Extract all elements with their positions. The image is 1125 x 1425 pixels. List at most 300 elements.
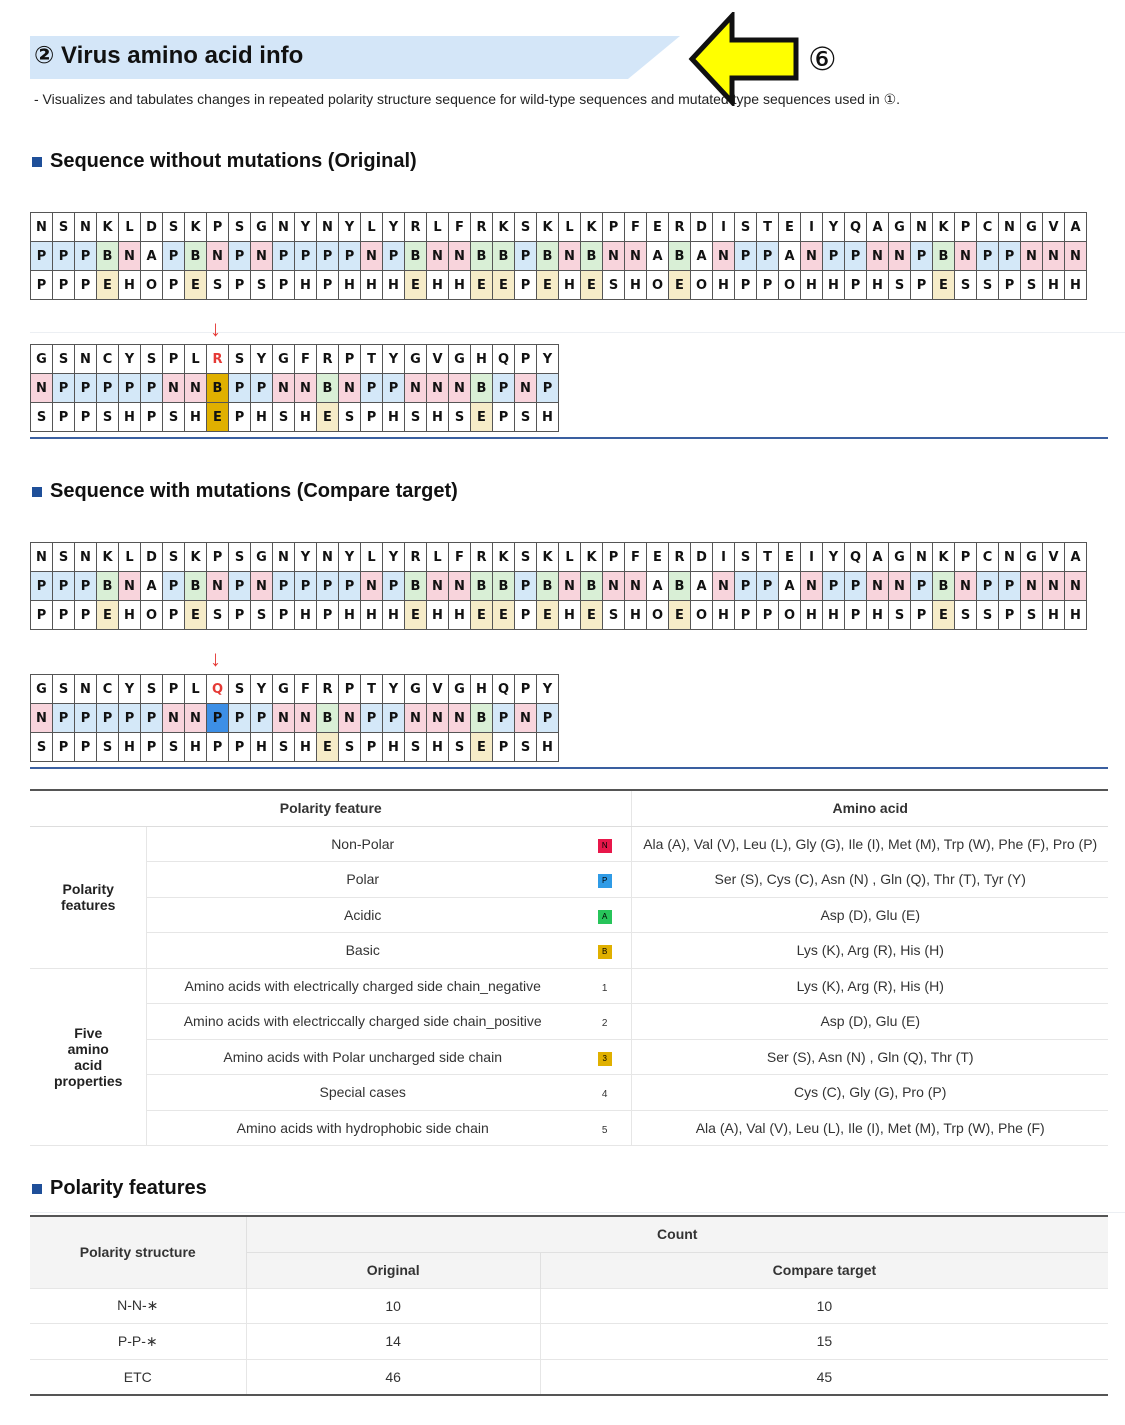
sequence-cell: S (31, 733, 53, 762)
sequence-cell: D (691, 543, 713, 572)
sequence-cell: H (427, 601, 449, 630)
sequence-cell: S (603, 601, 625, 630)
sequence-cell: H (119, 601, 141, 630)
sequence-cell: N (515, 374, 537, 403)
sequence-cell: N (75, 543, 97, 572)
sequence-cell: K (581, 543, 603, 572)
sequence-row (31, 675, 559, 704)
sequence-cell: S (251, 601, 273, 630)
sequence-cell: P (207, 704, 229, 733)
section-original-heading (32, 150, 417, 173)
sequence-cell: H (713, 601, 735, 630)
th-count: Count (246, 1216, 1108, 1252)
sequence-cell: P (977, 572, 999, 601)
section-polarity-heading (32, 1177, 207, 1200)
marker-cell (578, 862, 632, 898)
sequence-cell: E (779, 213, 801, 242)
sequence-cell: P (317, 271, 339, 300)
sequence-cell: S (53, 543, 75, 572)
sequence-cell: G (273, 345, 295, 374)
sequence-cell: P (53, 572, 75, 601)
sequence-cell: N (713, 242, 735, 271)
sequence-cell: Q (845, 213, 867, 242)
sequence-cell: E (493, 271, 515, 300)
page-description: - Visualizes and tabulates changes in repeated polarity structure sequence for wild-type sequences and mutated type sequences used in ①. (34, 91, 901, 107)
sequence-cell: S (141, 675, 163, 704)
sequence-cell: N (625, 242, 647, 271)
sequence-cell: S (141, 345, 163, 374)
table-row (30, 933, 1108, 969)
sequence-cell: P (75, 704, 97, 733)
sequence-cell: P (361, 374, 383, 403)
sequence-cell: K (185, 543, 207, 572)
sequence-row (31, 403, 559, 432)
sequence-cell: N (31, 543, 53, 572)
section-original-title: Sequence without mutations (Original) (50, 150, 417, 172)
sequence-cell: P (75, 572, 97, 601)
sequence-cell: N (449, 242, 471, 271)
sequence-cell: N (427, 704, 449, 733)
sequence-cell: V (427, 675, 449, 704)
sequence-cell: N (273, 543, 295, 572)
sequence-cell: L (427, 213, 449, 242)
sequence-cell: P (53, 601, 75, 630)
sequence-cell: B (207, 374, 229, 403)
sequence-cell: A (691, 572, 713, 601)
sequence-cell: N (251, 572, 273, 601)
sequence-cell: V (427, 345, 449, 374)
marker-cell (578, 1110, 632, 1146)
sequence-cell: P (999, 242, 1021, 271)
sequence-cell: H (383, 271, 405, 300)
sequence-cell: C (97, 345, 119, 374)
sequence-cell: P (141, 733, 163, 762)
sequence-cell: N (427, 572, 449, 601)
sequence-cell: A (779, 242, 801, 271)
sequence-cell: S (515, 543, 537, 572)
sequence-cell: H (713, 271, 735, 300)
sequence-cell: N (119, 242, 141, 271)
sequence-cell: B (471, 242, 493, 271)
sequence-cell: S (97, 403, 119, 432)
sequence-cell: Y (383, 543, 405, 572)
sequence-cell: N (889, 242, 911, 271)
sequence-cell: E (669, 271, 691, 300)
table-row (30, 1324, 1108, 1360)
sequence-cell: P (273, 242, 295, 271)
sequence-cell: N (427, 374, 449, 403)
sequence-cell: H (185, 403, 207, 432)
sequence-cell: K (493, 543, 515, 572)
sequence-cell: A (141, 572, 163, 601)
sequence-cell: B (581, 572, 603, 601)
sequence-cell: L (559, 543, 581, 572)
sequence-cell: Y (383, 345, 405, 374)
sequence-cell: S (229, 213, 251, 242)
th-original: Original (246, 1252, 540, 1288)
sequence-cell: N (603, 242, 625, 271)
marker-swatch: P (598, 874, 612, 888)
sequence-cell: H (361, 271, 383, 300)
sequence-cell: N (1043, 242, 1065, 271)
sequence-cell: H (361, 601, 383, 630)
sequence-cell: P (31, 572, 53, 601)
marker-swatch: 2 (601, 1018, 608, 1030)
group-label: Five amino acid properties (30, 968, 147, 1146)
sequence-cell: B (537, 572, 559, 601)
sequence-cell: H (1043, 601, 1065, 630)
sequence-cell: H (625, 601, 647, 630)
feature-cell: Amino acids with Polar uncharged side chain (147, 1039, 578, 1075)
sequence-cell: P (207, 733, 229, 762)
sequence-cell: P (31, 271, 53, 300)
sequence-cell: C (977, 213, 999, 242)
th-polarity-structure: Polarity structure (30, 1216, 246, 1288)
sequence-cell: H (559, 601, 581, 630)
sequence-cell: P (163, 572, 185, 601)
sequence-cell: B (317, 704, 339, 733)
sequence-cell: S (889, 271, 911, 300)
sequence-cell: N (339, 704, 361, 733)
sequence-cell: S (163, 403, 185, 432)
sequence-cell: P (141, 374, 163, 403)
sequence-cell: H (295, 403, 317, 432)
divider-faint (30, 332, 1125, 333)
sequence-cell: P (229, 601, 251, 630)
sequence-cell: P (53, 271, 75, 300)
sequence-cell: P (295, 242, 317, 271)
sequence-cell: R (317, 345, 339, 374)
sequence-cell: E (581, 601, 603, 630)
sequence-row (31, 733, 559, 762)
sequence-cell: H (801, 601, 823, 630)
sequence-cell: N (889, 572, 911, 601)
sequence-cell: P (163, 601, 185, 630)
marker-swatch: N (598, 839, 612, 853)
sequence-cell: F (449, 213, 471, 242)
sequence-cell: N (603, 572, 625, 601)
sequence-cell: H (449, 601, 471, 630)
sequence-cell: P (493, 733, 515, 762)
sequence-cell: P (53, 242, 75, 271)
sequence-cell: N (405, 704, 427, 733)
sequence-cell: Y (537, 345, 559, 374)
sequence-cell: N (999, 543, 1021, 572)
feature-cell: Amino acids with electrically charged side chain_negative (147, 968, 578, 1004)
sequence-cell: R (471, 213, 493, 242)
sequence-cell: H (383, 733, 405, 762)
sequence-cell: E (647, 213, 669, 242)
sequence-cell: D (141, 543, 163, 572)
sequence-cell: N (119, 572, 141, 601)
sequence-cell: O (141, 601, 163, 630)
sequence-cell: D (691, 213, 713, 242)
sequence-cell: K (185, 213, 207, 242)
sequence-cell: P (911, 242, 933, 271)
sequence-cell: P (757, 271, 779, 300)
sequence-cell: B (669, 572, 691, 601)
sequence-cell: E (493, 601, 515, 630)
sequence-cell: T (757, 543, 779, 572)
sequence-cell: P (383, 374, 405, 403)
sequence-cell: G (889, 543, 911, 572)
sequence-cell: S (405, 733, 427, 762)
marker-swatch: A (598, 910, 612, 924)
sequence-cell: P (75, 242, 97, 271)
sequence-cell: N (1065, 242, 1087, 271)
sequence-cell: H (537, 733, 559, 762)
sequence-cell: G (251, 543, 273, 572)
table-row (30, 1110, 1108, 1146)
sequence-cell: O (691, 271, 713, 300)
sequence-cell: F (295, 345, 317, 374)
sequence-cell: Y (339, 543, 361, 572)
sequence-cell: S (207, 271, 229, 300)
marker-swatch: 5 (601, 1124, 608, 1136)
marker-swatch: 1 (601, 982, 608, 994)
sequence-cell: P (515, 345, 537, 374)
sequence-cell: H (295, 271, 317, 300)
sequence-cell: G (273, 675, 295, 704)
sequence-cell: P (229, 271, 251, 300)
sequence-cell: P (75, 374, 97, 403)
marker-swatch: 4 (601, 1089, 608, 1101)
sequence-cell: S (229, 543, 251, 572)
sequence-cell: P (735, 572, 757, 601)
sequence-row (31, 242, 1087, 271)
sequence-cell: P (251, 374, 273, 403)
sequence-cell: P (75, 733, 97, 762)
sequence-cell: P (383, 572, 405, 601)
sequence-cell: A (691, 242, 713, 271)
marker-cell (578, 1075, 632, 1111)
sequence-cell: H (119, 271, 141, 300)
sequence-cell: G (405, 675, 427, 704)
sequence-cell: L (185, 345, 207, 374)
sequence-row (31, 601, 1087, 630)
sequence-cell: Q (845, 543, 867, 572)
sequence-cell: S (955, 271, 977, 300)
sequence-cell: A (647, 572, 669, 601)
sequence-cell: N (75, 675, 97, 704)
feature-cell: Amino acids with hydrophobic side chain (147, 1110, 578, 1146)
sequence-cell: S (405, 403, 427, 432)
divider-faint (30, 1212, 1125, 1213)
sequence-cell: P (845, 572, 867, 601)
table-row (30, 1288, 1108, 1324)
sequence-cell: P (75, 271, 97, 300)
th-compare-target: Compare target (540, 1252, 1108, 1288)
sequence-cell: T (757, 213, 779, 242)
sequence-cell: S (977, 601, 999, 630)
sequence-cell: S (1021, 601, 1043, 630)
sequence-cell: P (273, 271, 295, 300)
sequence-cell: H (339, 601, 361, 630)
sequence-cell: B (317, 374, 339, 403)
sequence-cell: P (53, 374, 75, 403)
sequence-cell: S (31, 403, 53, 432)
sequence-cell: E (317, 403, 339, 432)
mut-sequence-grid-2 (30, 674, 559, 762)
sequence-cell: B (933, 572, 955, 601)
sequence-cell: H (1065, 601, 1087, 630)
sequence-row (31, 543, 1087, 572)
sequence-cell: H (801, 271, 823, 300)
sequence-cell: S (97, 733, 119, 762)
sequence-cell: N (999, 213, 1021, 242)
sequence-cell: H (119, 403, 141, 432)
sequence-cell: N (1021, 572, 1043, 601)
sequence-cell: I (801, 213, 823, 242)
sequence-cell: N (273, 213, 295, 242)
sequence-cell: P (757, 242, 779, 271)
sequence-cell: N (163, 374, 185, 403)
sequence-cell: H (251, 733, 273, 762)
sequence-cell: E (933, 271, 955, 300)
polarity-feature-table (30, 789, 1108, 1146)
sequence-cell: G (251, 213, 273, 242)
sequence-cell: G (449, 345, 471, 374)
sequence-cell: P (735, 271, 757, 300)
feature-cell: Polar (147, 862, 578, 898)
sequence-cell: S (603, 271, 625, 300)
sequence-cell: B (405, 572, 427, 601)
sequence-cell: G (405, 345, 427, 374)
sequence-cell: N (361, 242, 383, 271)
sequence-cell: N (251, 242, 273, 271)
feature-cell: Special cases (147, 1075, 578, 1111)
sequence-cell: N (185, 704, 207, 733)
sequence-cell: B (471, 704, 493, 733)
sequence-cell: Q (493, 345, 515, 374)
sequence-cell: F (295, 675, 317, 704)
sequence-cell: P (515, 572, 537, 601)
sequence-cell: E (471, 403, 493, 432)
table-row (30, 897, 1108, 933)
sequence-cell: P (339, 345, 361, 374)
sequence-cell: P (911, 601, 933, 630)
sequence-cell: S (449, 733, 471, 762)
marker-swatch: 3 (598, 1052, 612, 1066)
sequence-cell: S (229, 675, 251, 704)
sequence-cell: K (97, 213, 119, 242)
sequence-cell: A (1065, 213, 1087, 242)
sequence-cell: R (317, 675, 339, 704)
sequence-cell: H (559, 271, 581, 300)
sequence-cell: Y (251, 675, 273, 704)
page-title: ② Virus amino acid info (34, 42, 304, 69)
sequence-cell: S (163, 213, 185, 242)
sequence-cell: S (735, 543, 757, 572)
sequence-cell: P (603, 543, 625, 572)
structure-cell: P-P-∗ (30, 1324, 246, 1360)
feature-cell: Acidic (147, 897, 578, 933)
orig-sequence-grid-2 (30, 344, 559, 432)
table-row (30, 862, 1108, 898)
sequence-cell: A (647, 242, 669, 271)
sequence-cell: S (273, 733, 295, 762)
sequence-cell: B (97, 242, 119, 271)
sequence-cell: A (867, 543, 889, 572)
sequence-cell: N (1043, 572, 1065, 601)
original-cell: 10 (246, 1288, 540, 1324)
sequence-cell: P (361, 733, 383, 762)
sequence-cell: P (163, 242, 185, 271)
sequence-cell: E (933, 601, 955, 630)
sequence-cell: E (97, 271, 119, 300)
sequence-cell: L (119, 543, 141, 572)
sequence-cell: N (559, 242, 581, 271)
sequence-cell: P (515, 271, 537, 300)
sequence-cell: S (53, 213, 75, 242)
sequence-cell: L (361, 213, 383, 242)
sequence-cell: H (427, 733, 449, 762)
sequence-cell: F (625, 543, 647, 572)
sequence-cell: S (449, 403, 471, 432)
marker-cell (578, 968, 632, 1004)
sequence-cell: B (581, 242, 603, 271)
sequence-cell: P (229, 242, 251, 271)
sequence-cell: P (163, 271, 185, 300)
sequence-cell: S (735, 213, 757, 242)
sequence-cell: N (295, 374, 317, 403)
marker-cell (578, 826, 632, 862)
sequence-cell: P (493, 374, 515, 403)
sequence-cell: P (295, 572, 317, 601)
sequence-cell: E (669, 601, 691, 630)
sequence-cell: P (141, 704, 163, 733)
sequence-cell: Y (339, 213, 361, 242)
sequence-cell: B (669, 242, 691, 271)
sequence-cell: G (31, 345, 53, 374)
sequence-cell: E (207, 403, 229, 432)
sequence-cell: P (229, 572, 251, 601)
sequence-cell: P (97, 704, 119, 733)
sequence-cell: E (185, 601, 207, 630)
sequence-cell: B (185, 572, 207, 601)
sequence-cell: P (207, 213, 229, 242)
sequence-cell: P (339, 572, 361, 601)
compare-cell: 10 (540, 1288, 1108, 1324)
amino-cell: Asp (D), Glu (E) (632, 1004, 1108, 1040)
sequence-cell: P (119, 374, 141, 403)
amino-cell: Ala (A), Val (V), Leu (L), Gly (G), Ile (I), Met (M), Trp (W), Phe (F), Pro (P) (632, 826, 1108, 862)
marker-swatch: B (598, 945, 612, 959)
count-table (30, 1215, 1108, 1396)
sequence-cell: S (229, 345, 251, 374)
sequence-cell: P (273, 572, 295, 601)
sequence-cell: N (295, 704, 317, 733)
compare-cell: 45 (540, 1359, 1108, 1395)
table-row (30, 1075, 1108, 1111)
sequence-cell: P (845, 242, 867, 271)
sequence-cell: P (53, 733, 75, 762)
sequence-cell: H (867, 601, 889, 630)
sequence-cell: P (163, 345, 185, 374)
sequence-cell: N (713, 572, 735, 601)
sequence-cell: F (449, 543, 471, 572)
sequence-cell: P (361, 704, 383, 733)
sequence-cell: P (999, 572, 1021, 601)
original-cell: 14 (246, 1324, 540, 1360)
amino-cell: Ser (S), Asn (N) , Gln (Q), Thr (T) (632, 1039, 1108, 1075)
sequence-cell: K (493, 213, 515, 242)
sequence-cell: G (31, 675, 53, 704)
table-row (30, 1039, 1108, 1075)
sequence-cell: H (383, 403, 405, 432)
sequence-cell: Y (119, 675, 141, 704)
sequence-cell: S (515, 403, 537, 432)
